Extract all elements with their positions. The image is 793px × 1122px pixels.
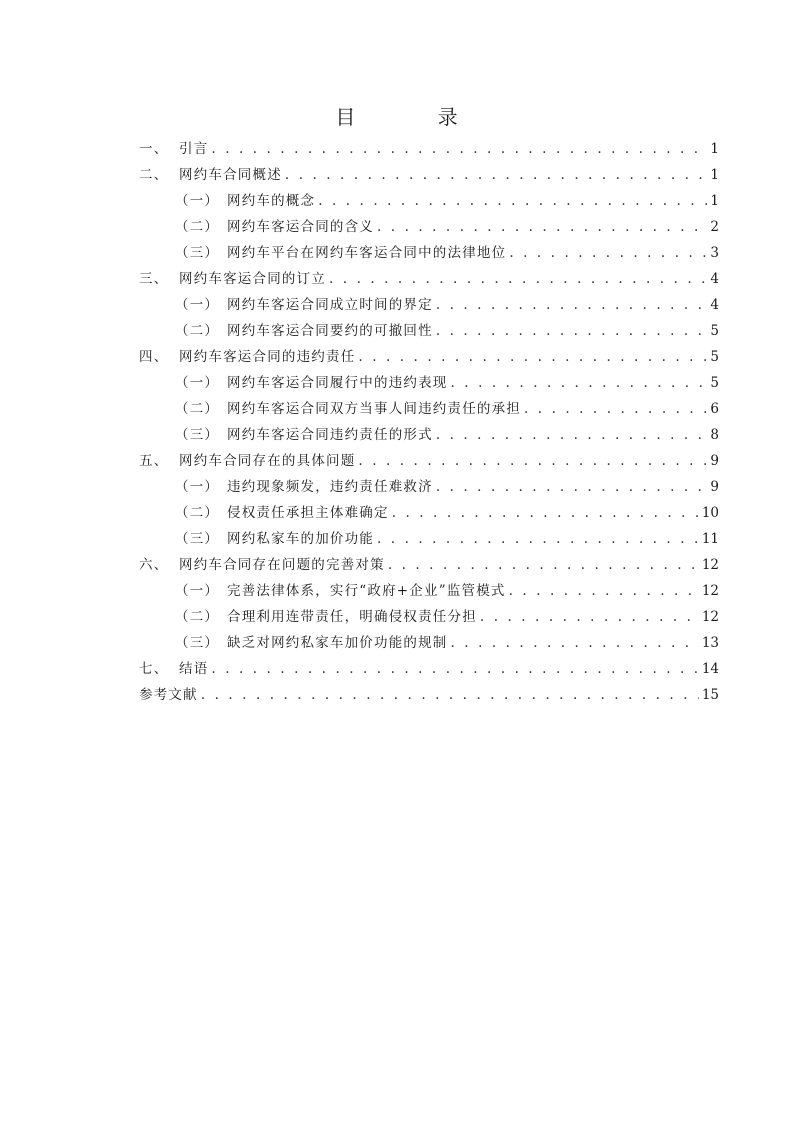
toc-dot-leader [201,682,699,708]
toc-entry-label: 网约车合同存在的具体问题 [179,453,356,469]
toc-entry-number: （二） [175,323,220,339]
toc-page-number: 10 [701,505,719,521]
toc-entry-label: 网约车客运合同双方当事人间违约责任的承担 [227,401,521,417]
toc-page-number: 11 [701,531,719,547]
toc-dot-leader [451,370,708,396]
toc-entry-number: （三） [175,427,220,443]
toc-entry-label: 网约车客运合同违约责任的形式 [227,427,433,443]
toc-entry-number: （三） [175,531,220,547]
toc-entry-label: 网约车客运合同的违约责任 [179,349,356,365]
toc-dot-leader [285,162,708,188]
toc-page-number: 2 [710,219,719,235]
toc-page-number: 4 [710,271,719,287]
toc-entry-label: 网约车客运合同的订立 [179,271,326,287]
toc-page-number: 1 [710,167,719,183]
toc-entry[interactable] [139,448,719,474]
toc-dot-leader [436,318,708,344]
toc-dot-leader [329,266,707,292]
toc-page-number: 5 [710,375,719,391]
toc-page-number: 12 [701,583,719,599]
toc-dot-leader [524,396,707,422]
toc-entry-label: 缺乏对网约私家车加价功能的规制 [227,635,448,651]
toc-entry-number: （二） [175,219,220,235]
page-title: 目 录 [335,105,496,129]
toc-page-number: 4 [710,297,719,313]
toc-entry[interactable] [139,604,719,630]
toc-entry[interactable] [139,630,719,656]
toc-page-number: 12 [701,609,719,625]
toc-page-number: 15 [701,687,719,703]
toc-entry-number: （二） [175,401,220,417]
toc-entry[interactable] [139,656,719,682]
toc-entry[interactable] [139,266,719,292]
toc-entry-label: 引言 [179,141,209,157]
toc-entry[interactable] [139,552,719,578]
toc-entry-label: 参考文献 [139,687,198,703]
toc-entry-label: 网约车合同存在问题的完善对策 [179,557,385,573]
toc-entry-number: （一） [175,375,220,391]
toc-entry-label: 网约车客运合同要约的可撤回性 [227,323,433,339]
toc-page-number: 1 [710,141,719,157]
toc-entry-number: （二） [175,609,220,625]
toc-page-number: 3 [710,245,719,261]
toc-page-number: 13 [701,635,719,651]
toc-dot-leader [377,526,699,552]
toc-entry[interactable] [139,240,719,266]
toc-entry-label: 网约车客运合同成立时间的界定 [227,297,433,313]
toc-dot-leader [211,136,707,162]
toc-page-number: 9 [710,453,719,469]
toc-page-number: 8 [710,427,719,443]
toc-page-number: 1 [710,193,719,209]
toc-dot-leader [436,474,708,500]
toc-entry-label: 完善法律体系，实行“政府+企业”监管模式 [227,583,506,599]
toc-entry[interactable] [139,422,719,448]
toc-dot-leader [377,214,707,240]
toc-entry[interactable] [139,188,719,214]
toc-entry[interactable] [139,136,719,162]
toc-dot-leader [436,292,708,318]
toc-entry-label: 网约车客运合同履行中的违约表现 [227,375,448,391]
toc-entry[interactable] [139,370,719,396]
toc-entry-number: 五、 [139,453,169,469]
toc-entry[interactable] [139,578,719,604]
toc-entry-number: 三、 [139,271,169,287]
toc-entry-label: 网约私家车的加价功能 [227,531,374,547]
toc-page-number: 5 [710,349,719,365]
toc-entry-number: （一） [175,297,220,313]
toc-page-number: 9 [710,479,719,495]
toc-entry[interactable] [139,292,719,318]
toc-dot-leader [509,578,699,604]
toc-entry-number: （一） [175,193,220,209]
toc-entry-number: 一、 [139,141,169,157]
toc-dot-leader [392,500,699,526]
toc-dot-leader [318,188,707,214]
toc-entry-label: 侵权责任承担主体难确定 [227,505,389,521]
toc-dot-leader [480,604,699,630]
toc-entry-label: 合理利用连带责任，明确侵权责任分担 [227,609,477,625]
toc-entry[interactable] [139,500,719,526]
toc-entry-number: 七、 [139,661,169,677]
toc-entry-number: （三） [175,245,220,261]
toc-dot-leader [509,240,707,266]
toc-entry-number: （二） [175,505,220,521]
toc-entry[interactable] [139,214,719,240]
toc-entry-label: 网约车平台在网约车客运合同中的法律地位 [227,245,507,261]
toc-entry[interactable] [139,396,719,422]
toc-entry-label: 网约车合同概述 [179,167,282,183]
toc-page-number: 14 [701,661,719,677]
toc-entry-number: （三） [175,635,220,651]
toc-page-number: 5 [710,323,719,339]
toc-entry-label: 违约现象频发，违约责任难救济 [227,479,433,495]
toc-dot-leader [388,552,699,578]
table-of-contents [139,136,719,708]
toc-entry[interactable] [139,526,719,552]
toc-entry[interactable] [139,344,719,370]
toc-entry-number: 四、 [139,349,169,365]
toc-entry[interactable] [139,682,719,708]
toc-entry-label: 网约车客运合同的含义 [227,219,374,235]
toc-page-number: 12 [701,557,719,573]
toc-entry-number: （一） [175,583,220,599]
toc-entry-number: 六、 [139,557,169,573]
toc-dot-leader [211,656,698,682]
toc-entry[interactable] [139,162,719,188]
toc-entry-label: 结语 [179,661,209,677]
toc-entry-label: 网约车的概念 [227,193,316,209]
toc-entry[interactable] [139,474,719,500]
toc-dot-leader [358,448,707,474]
toc-entry-number: 二、 [139,167,169,183]
toc-dot-leader [436,422,708,448]
toc-dot-leader [358,344,707,370]
toc-entry[interactable] [139,318,719,344]
toc-page-number: 6 [710,401,719,417]
toc-dot-leader [451,630,699,656]
toc-entry-number: （一） [175,479,220,495]
